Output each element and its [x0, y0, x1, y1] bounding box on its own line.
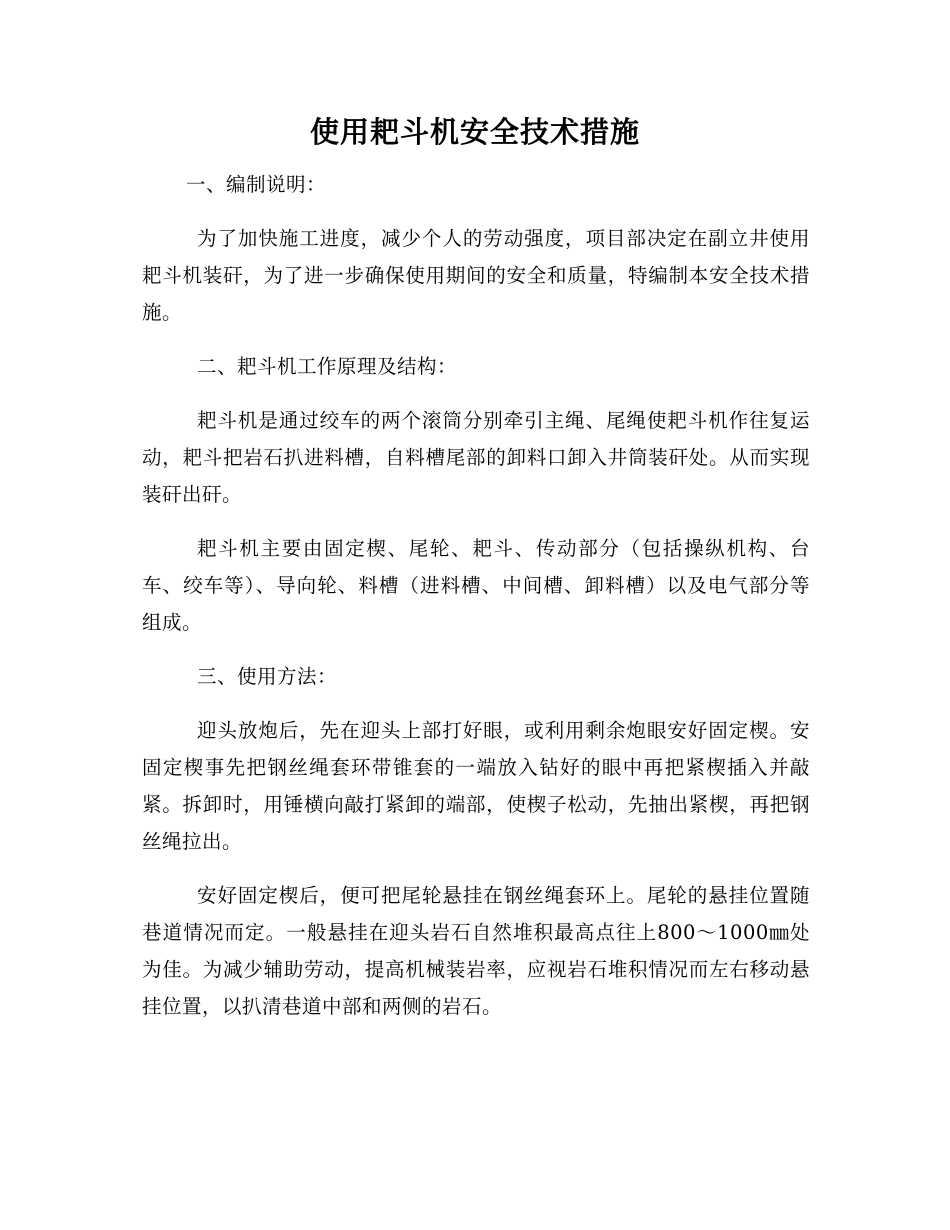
- document-body: [142, 166, 810, 1042]
- paragraph: 迎头放炮后，先在迎头上部打好眼，或利用剩余炮眼安好固定楔。安固定楔事先把钢丝绳套环带锥套的一端放入钻好的眼中再把紧楔插入并敲紧。拆卸时，用锤横向敲打紧卸的端部，使楔子松动，先抽出紧楔，再把钢丝绳拉出。: [142, 719, 810, 853]
- section-heading-3: 三、使用方法：: [197, 665, 338, 688]
- paragraph: 耙斗机是通过绞车的两个滚筒分别牵引主绳、尾绳使耙斗机作往复运动，耙斗把岩石扒进料槽，自料槽尾部的卸料口卸入井筒装矸处。从而实现装矸出矸。: [142, 409, 810, 506]
- paragraph: 安好固定楔后，便可把尾轮悬挂在钢丝绳套环上。尾轮的悬挂位置随巷道情况而定。一般悬挂在迎头岩石自然堆积最高点往上800～1000㎜处为佳。为减少辅助劳动，提高机械装岩率，应视岩石堆积情况而左右移动悬挂位置，以扒清巷道中部和两侧的岩石。: [142, 884, 810, 1018]
- document-title: 使用耙斗机安全技术措施: [309, 115, 640, 149]
- section-heading-1: 一、编制说明：: [186, 173, 327, 196]
- paragraph: 耙斗机主要由固定楔、尾轮、耙斗、传动部分（包括操纵机构、台车、绞车等）、导向轮、料槽（进料槽、中间槽、卸料槽）以及电气部分等组成。: [142, 537, 810, 634]
- section-heading-2: 二、耙斗机工作原理及结构：: [197, 355, 458, 378]
- paragraph: 为了加快施工进度，减少个人的劳动强度，项目部决定在副立井使用耙斗机装矸，为了进一步确保使用期间的安全和质量，特编制本安全技术措施。: [142, 227, 810, 324]
